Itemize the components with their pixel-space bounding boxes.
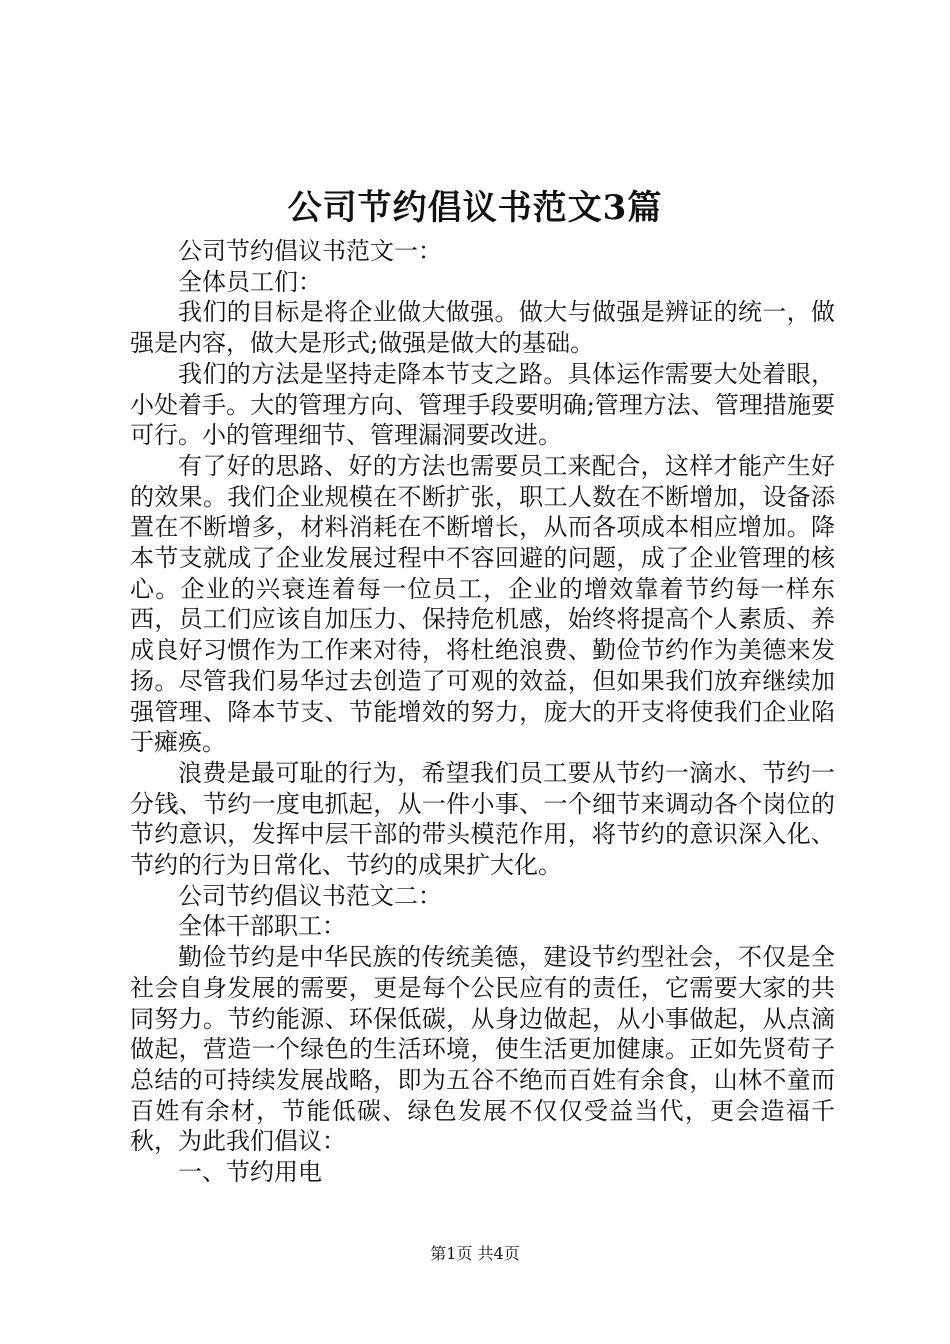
document-body: [130, 236, 835, 1188]
paragraph-1: 公司节约倡议书范文一：: [178, 237, 442, 265]
paragraph-5: 有了好的思路、好的方法也需要员工来配合，这样才能产生好的效果。我们企业规模在不断扩张，职工人数在不断增加，设备添置在不断增多，材料消耗在不断增长，从而各项成本相应增加。降本节支就成了企业发展过程中不容回避的问题，成了企业管理的核心。企业的兴衰连着每一位员工，企业的增效靠着节约每一样东西，员工们应该自加压力、保持危机感，始终将提高个人素质、养成良好习惯作为工作来对待，将杜绝浪费、勤俭节约作为美德来发扬。尽管我们易华过去创造了可观的效益，但如果我们放弃继续加强管理、降本节支、节能增效的努力，庞大的开支将使我们企业陷于瘫痪。: [130, 451, 835, 757]
paragraph-9: 勤俭节约是中华民族的传统美德，建设节约型社会，不仅是全社会自身发展的需要，更是每个公民应有的责任，它需要大家的共同努力。节约能源、环保低碳，从身边做起，从小事做起，从点滴做起，营造一个绿色的生活环境，使生活更加健康。正如先贤荀子总结的可持续发展战略，即为五谷不绝而百姓有余食，山林不童而百姓有余材，节能低碳、绿色发展不仅仅受益当代，更会造福千秋，为此我们倡议：: [130, 943, 835, 1156]
paragraph-2: 全体员工们：: [178, 267, 322, 296]
paragraph-7: 公司节约倡议书范文二：: [178, 881, 442, 910]
paragraph-8: 全体干部职工：: [178, 912, 346, 941]
paragraph-10: 一、节约用电: [178, 1158, 322, 1187]
page-footer: 第1页 共4页: [430, 1244, 520, 1263]
paragraph-4: 我们的方法是坚持走降本节支之路。具体运作需要大处着眼，小处着手。大的管理方向、管理手段要明确;管理方法、管理措施要可行。小的管理细节、管理漏洞要改进。: [130, 359, 835, 450]
paragraph-3: 我们的目标是将企业做大做强。做大与做强是辨证的统一，做强是内容，做大是形式;做强是做大的基础。: [130, 298, 835, 358]
document-title: 公司节约倡议书范文3篇: [287, 188, 663, 228]
paragraph-6: 浪费是最可耻的行为，希望我们员工要从节约一滴水、节约一分钱、节约一度电抓起，从一件小事、一个细节来调动各个岗位的节约意识，发挥中层干部的带头模范作用，将节约的意识深入化、节约的行为日常化、节约的成果扩大化。: [130, 758, 835, 880]
